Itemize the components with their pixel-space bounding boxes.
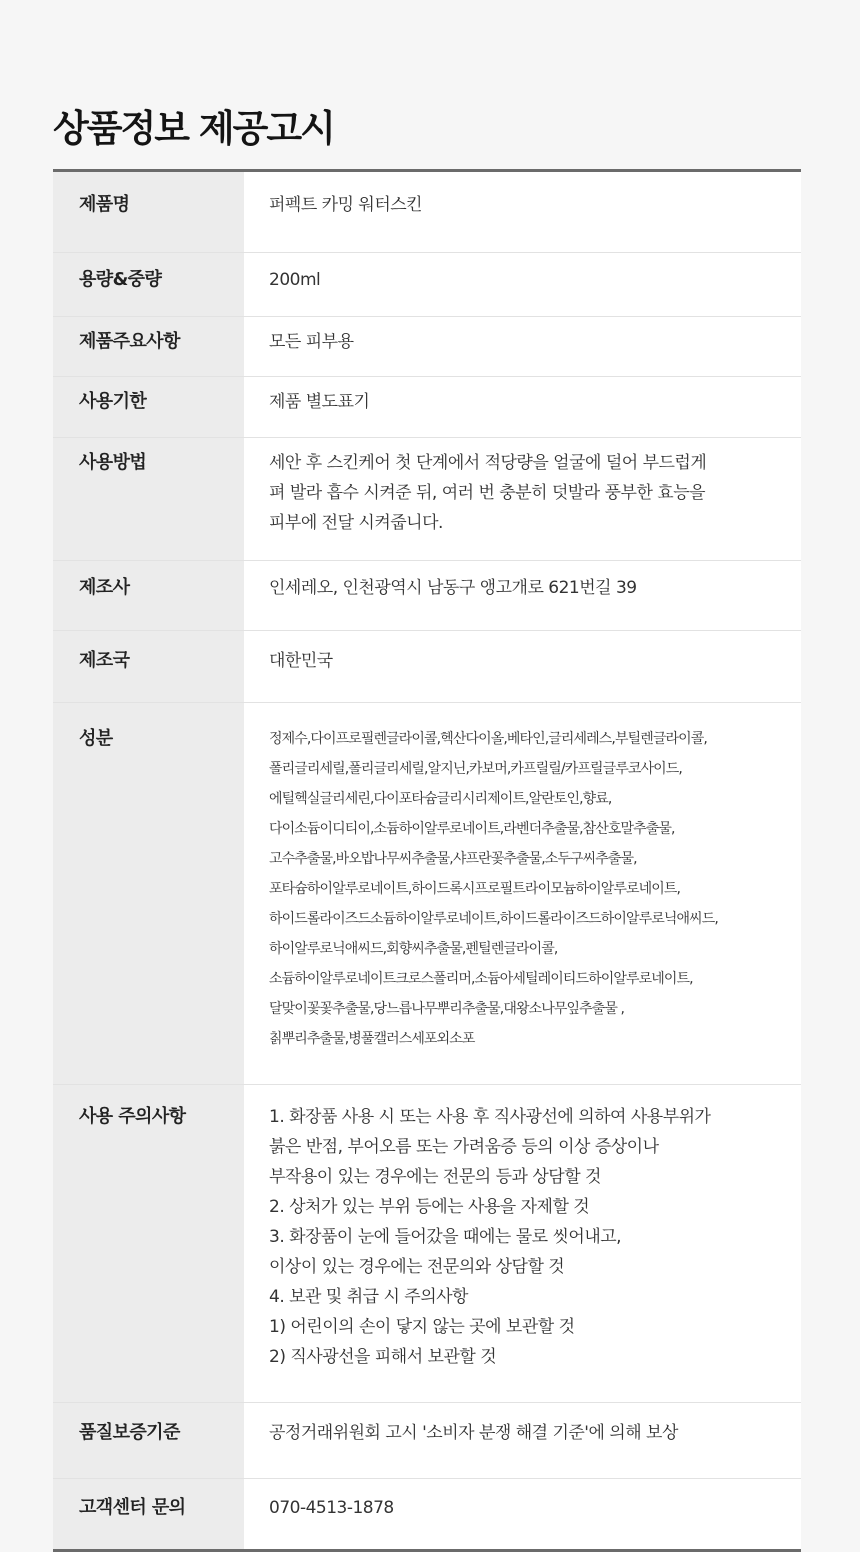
row-value-product-name [244, 171, 801, 253]
ingredient-line: 칡뿌리추출물,병풀캘러스세포외소포 [269, 1031, 475, 1047]
row-label-precautions: 사용 주의사항 [53, 1085, 244, 1403]
ingredient-line: 하이알루로닉애씨드,회향씨추출물,펜틸렌글라이콜, [269, 941, 558, 957]
value-line: 펴 발라 흡수 시켜준 뒤, 여러 번 충분히 덧발라 풍부한 효능을 [269, 483, 706, 503]
ingredient-line: 고수추출물,바오밥나무씨추출물,샤프란꽃추출물,소두구씨추출물, [269, 851, 637, 867]
ingredient-line: 에틸헥실글리세린,다이포타슘글리시리제이트,알란토인,향료, [269, 791, 612, 807]
table-row [53, 631, 801, 703]
value-line: 인세레오, 인천광역시 남동구 앵고개로 621번길 39 [269, 578, 637, 598]
ingredient-line: 포타슘하이알루로네이트,하이드록시프로필트라이모늄하이알루로네이트, [269, 881, 681, 897]
value-line: 대한민국 [269, 651, 333, 671]
value-line: 2) 직사광선을 피해서 보관할 것 [269, 1347, 497, 1367]
ingredient-line: 소듐하이알루로네이트크로스폴리머,소듐아세틸레이티드하이알루로네이트, [269, 971, 693, 987]
row-value-ingredients [244, 703, 801, 1085]
value-line: 4. 보관 및 취급 시 주의사항 [269, 1287, 468, 1307]
value-line: 제품 별도표기 [269, 392, 370, 412]
row-value-expiry [244, 377, 801, 438]
row-label-expiry: 사용기한 [53, 377, 244, 438]
row-label-quality-guarantee: 품질보증기준 [53, 1403, 244, 1479]
ingredient-line: 다이소듐이디티이,소듐하이알루로네이트,라벤더추출물,참산호말추출물, [269, 821, 675, 837]
row-label-capacity: 용량&중량 [53, 253, 244, 317]
row-label-product-name: 제품명 [53, 171, 244, 253]
value-line: 3. 화장품이 눈에 들어갔을 때에는 물로 씻어내고, [269, 1227, 622, 1247]
row-value-main-features [244, 317, 801, 377]
value-line: 퍼펙트 카밍 워터스킨 [269, 195, 423, 215]
row-value-usage [244, 438, 801, 561]
row-label-customer-center: 고객센터 문의 [53, 1479, 244, 1551]
value-line: 부작용이 있는 경우에는 전문의 등과 상담할 것 [269, 1167, 601, 1187]
row-value-capacity [244, 253, 801, 317]
table-row [53, 438, 801, 561]
table-row [53, 1403, 801, 1479]
table-row [53, 317, 801, 377]
ingredient-line: 달맞이꽃꽃추출물,당느릅나무뿌리추출물,대왕소나무잎추출물 , [269, 1001, 625, 1017]
table-row [53, 1085, 801, 1403]
value-line: 붉은 반점, 부어오름 또는 가려움증 등의 이상 증상이나 [269, 1137, 659, 1157]
table-row [53, 703, 801, 1085]
table-row [53, 253, 801, 317]
ingredient-line: 정제수,다이프로필렌글라이콜,헥산다이올,베타인,글리세레스,부틸렌글라이콜, [269, 731, 707, 747]
row-label-country: 제조국 [53, 631, 244, 703]
row-label-usage: 사용방법 [53, 438, 244, 561]
row-value-quality-guarantee [244, 1403, 801, 1479]
value-line: 200ml [269, 270, 321, 290]
phone-number: 070-4513-1878 [269, 1498, 394, 1518]
ingredient-line: 폴리글리세릴,폴리글리세릴,알지닌,카보머,카프릴릴/카프릴글루코사이드, [269, 761, 682, 777]
row-value-precautions [244, 1085, 801, 1403]
row-label-manufacturer: 제조사 [53, 561, 244, 631]
product-info-table [53, 169, 801, 1552]
value-line: 이상이 있는 경우에는 전문의와 상담할 것 [269, 1257, 565, 1277]
value-line: 세안 후 스킨케어 첫 단계에서 적당량을 얼굴에 덜어 부드럽게 [269, 453, 707, 473]
value-line: 1. 화장품 사용 시 또는 사용 후 직사광선에 의하여 사용부위가 [269, 1107, 711, 1127]
row-value-manufacturer [244, 561, 801, 631]
row-value-country [244, 631, 801, 703]
value-line: 공정거래위원회 고시 '소비자 분쟁 해결 기준'에 의해 보상 [269, 1423, 678, 1443]
page-title: 상품정보 제공고시 [53, 107, 334, 150]
table-row [53, 377, 801, 438]
value-line: 2. 상처가 있는 부위 등에는 사용을 자제할 것 [269, 1197, 590, 1217]
value-line: 1) 어린이의 손이 닿지 않는 곳에 보관할 것 [269, 1317, 575, 1337]
table-row [53, 561, 801, 631]
value-line: 피부에 전달 시켜줍니다. [269, 513, 443, 533]
row-label-main-features: 제품주요사항 [53, 317, 244, 377]
table-row [53, 171, 801, 253]
table-row [53, 1479, 801, 1551]
product-info-table-body [53, 171, 801, 1551]
row-label-ingredients: 성분 [53, 703, 244, 1085]
row-value-customer-center [244, 1479, 801, 1551]
ingredient-line: 하이드롤라이즈드소듐하이알루로네이트,하이드롤라이즈드하이알루로닉애씨드, [269, 911, 718, 927]
value-line: 모든 피부용 [269, 332, 354, 352]
